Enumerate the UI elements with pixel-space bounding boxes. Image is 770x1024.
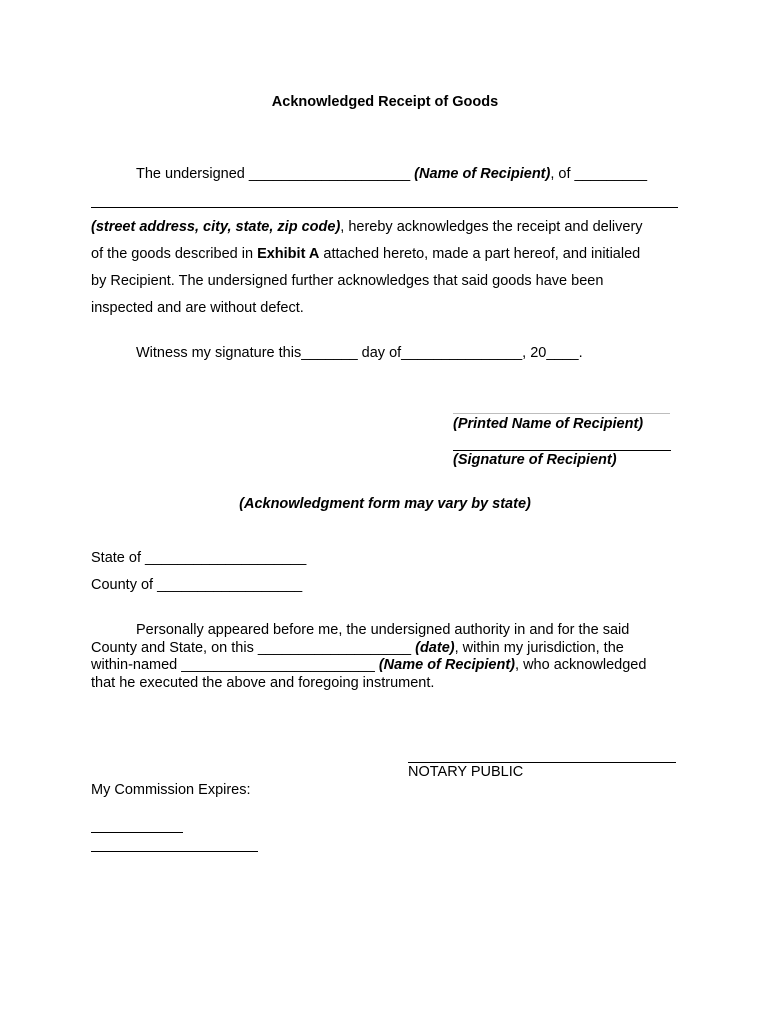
para2-recipient-name-label: (Name of Recipient): [378, 657, 516, 673]
exhibit-label: Exhibit A: [257, 246, 320, 262]
para1-line2-a: of the goods described in: [91, 246, 258, 262]
recipient-name-label: (Name of Recipient): [414, 166, 551, 182]
acknowledgment-note: (Acknowledgment form may vary by state): [239, 496, 531, 512]
intro-line: [136, 166, 647, 182]
para1-line2-b: attached hereto, made a part hereof, and initialed: [319, 246, 641, 262]
para2-line3-b: , who acknowledged: [515, 657, 647, 673]
document-title: Acknowledged Receipt of Goods: [271, 94, 499, 110]
para1-line3: by Recipient. The undersigned further acknowledges that said goods have been: [91, 273, 604, 289]
address-blank-line: [91, 207, 678, 208]
para2-line3-a: within-named ________________________: [91, 657, 379, 673]
notary-public-label: NOTARY PUBLIC: [408, 764, 524, 780]
para2-line4: that he executed the above and foregoing instrument.: [91, 675, 435, 691]
county-line: County of __________________: [91, 577, 303, 593]
commission-blank-long: [91, 851, 258, 852]
commission-expires-label: My Commission Expires:: [91, 782, 251, 798]
printed-name-line: [453, 413, 670, 414]
para1-line2: [91, 246, 640, 262]
address-label: (street address, city, state, zip code): [91, 219, 341, 235]
signature-label: (Signature of Recipient): [453, 452, 617, 468]
witness-line: Witness my signature this_______ day of_______________, 20____.: [136, 345, 583, 361]
commission-blank-short: [91, 832, 183, 833]
intro-after-name: , of _________: [550, 166, 648, 182]
para2-line2-a: County and State, on this ___________________: [91, 640, 416, 656]
para1-line4: inspected and are without defect.: [91, 300, 304, 316]
para2-line3: [91, 657, 646, 673]
state-line: State of ____________________: [91, 550, 307, 566]
para2-line2-b: , within my jurisdiction, the: [454, 640, 624, 656]
signature-line: [453, 450, 671, 451]
printed-name-label: (Printed Name of Recipient): [453, 416, 644, 432]
intro-lead: The undersigned ____________________: [136, 166, 415, 182]
para2-line2: [91, 640, 624, 656]
date-label: (date): [415, 640, 455, 656]
para1-line1-rest: , hereby acknowledges the receipt and delivery: [340, 219, 643, 235]
para2-line1: Personally appeared before me, the undersigned authority in and for the said: [136, 622, 630, 638]
notary-signature-line: [408, 762, 676, 763]
para1-line1: [91, 219, 643, 235]
